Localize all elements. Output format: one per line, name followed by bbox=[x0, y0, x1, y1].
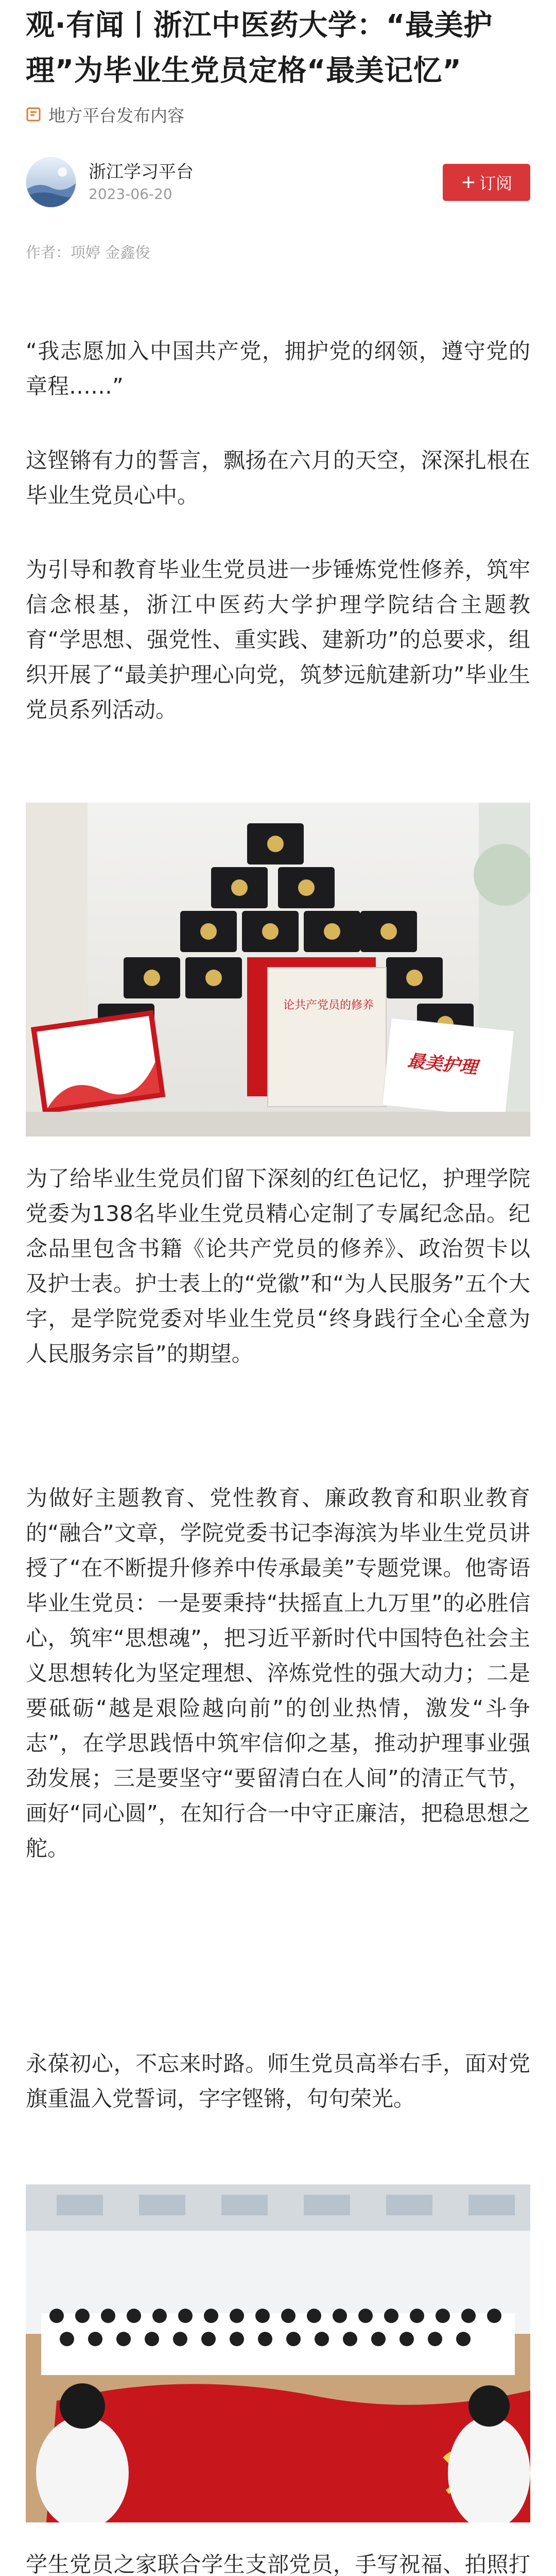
paragraph-party-lecture: 为做好主题教育、党性教育、廉政教育和职业教育的“融合”文章，学院党委书记李海滨为毕业生党员讲授了“在不断提升修养中传承最美”专题党课。他寄语毕业生党员：一是要秉持“扶摇直上九万里”的必胜信心，筑牢“思想魂”，把习近平新时代中国特色社会主义思想转化为坚定理想、淬炼党性的强大动力；二是要砥砺“越是艰险越向前”的创业热情，激发“斗争志”，在学思践悟中筑牢信仰之基，推动护理事业强劲发展；三是要坚守“要留清白在人间”的清正气节，画好“同心圆”，在知行合一中守正廉洁，把稳思想之舵。 bbox=[26, 1485, 530, 1861]
paragraph-activity-intro: 为引导和教育毕业生党员进一步锤炼党性修养，筑牢信念根基，浙江中医药大学护理学院结合主题教育“学思想、强党性、重实践、建新功”的总要求，组织开展了“最美护理心向党，筑梦远航建新功”毕业生党员系列活动。 bbox=[26, 557, 530, 722]
book-title: 论共产党员的修养 bbox=[283, 999, 374, 1012]
platform-badge-icon bbox=[26, 107, 41, 122]
plus-icon: + bbox=[460, 172, 477, 193]
paragraph-oath: “我志愿加入中国共产党，拥护党的纲领，遵守党的章程……” bbox=[26, 338, 530, 399]
paragraph-oath-echo: 这铿锵有力的誓言，飘扬在六月的天空，深深扎根在毕业生党员心中。 bbox=[26, 448, 530, 508]
article-byline: 作者：项婷 金鑫俊 bbox=[26, 244, 150, 261]
author-bar bbox=[26, 156, 530, 209]
platform-badge-row bbox=[26, 103, 530, 126]
platform-badge-text: 地方平台发布内容 bbox=[48, 105, 184, 126]
author-meta bbox=[89, 160, 443, 205]
oath-ceremony-photo bbox=[26, 2184, 530, 2522]
author-name[interactable]: 浙江学习平台 bbox=[89, 162, 194, 182]
subscribe-label: 订阅 bbox=[479, 174, 513, 193]
paragraph-student-home: 学生党员之家联合学生支部党员，手写祝福、拍照打 bbox=[26, 2552, 530, 2576]
article-title: 观·有闻丨浙江中医药大学：“最美护理”为毕业生党员定格“最美记忆” bbox=[26, 9, 493, 88]
publish-date: 2023-06-20 bbox=[89, 185, 172, 202]
subscribe-button[interactable] bbox=[443, 164, 530, 201]
article-header bbox=[0, 0, 556, 262]
author-avatar[interactable] bbox=[26, 157, 76, 208]
oath-ceremony-image bbox=[26, 2184, 530, 2522]
avatar-image-icon bbox=[26, 158, 76, 207]
souvenir-photo-image bbox=[26, 803, 530, 1137]
souvenir-photo bbox=[26, 803, 530, 1137]
card-title: 最美护理 bbox=[406, 1050, 478, 1078]
paragraph-oath-review: 永葆初心，不忘来时路。师生党员高举右手，面对党旗重温入党誓词，字字铿锵，句句荣光。 bbox=[26, 2051, 530, 2111]
paragraph-souvenir: 为了给毕业生党员们留下深刻的红色记忆，护理学院党委为138名毕业生党员精心定制了专属纪念品。纪念品里包含书籍《论共产党员的修养》、政治贺卡以及护士表。护士表上的“党徽”和“为人民服务”五个大字，是学院党委对毕业生党员“终身践行全心全意为人民服务宗旨”的期望。 bbox=[26, 1166, 530, 1366]
